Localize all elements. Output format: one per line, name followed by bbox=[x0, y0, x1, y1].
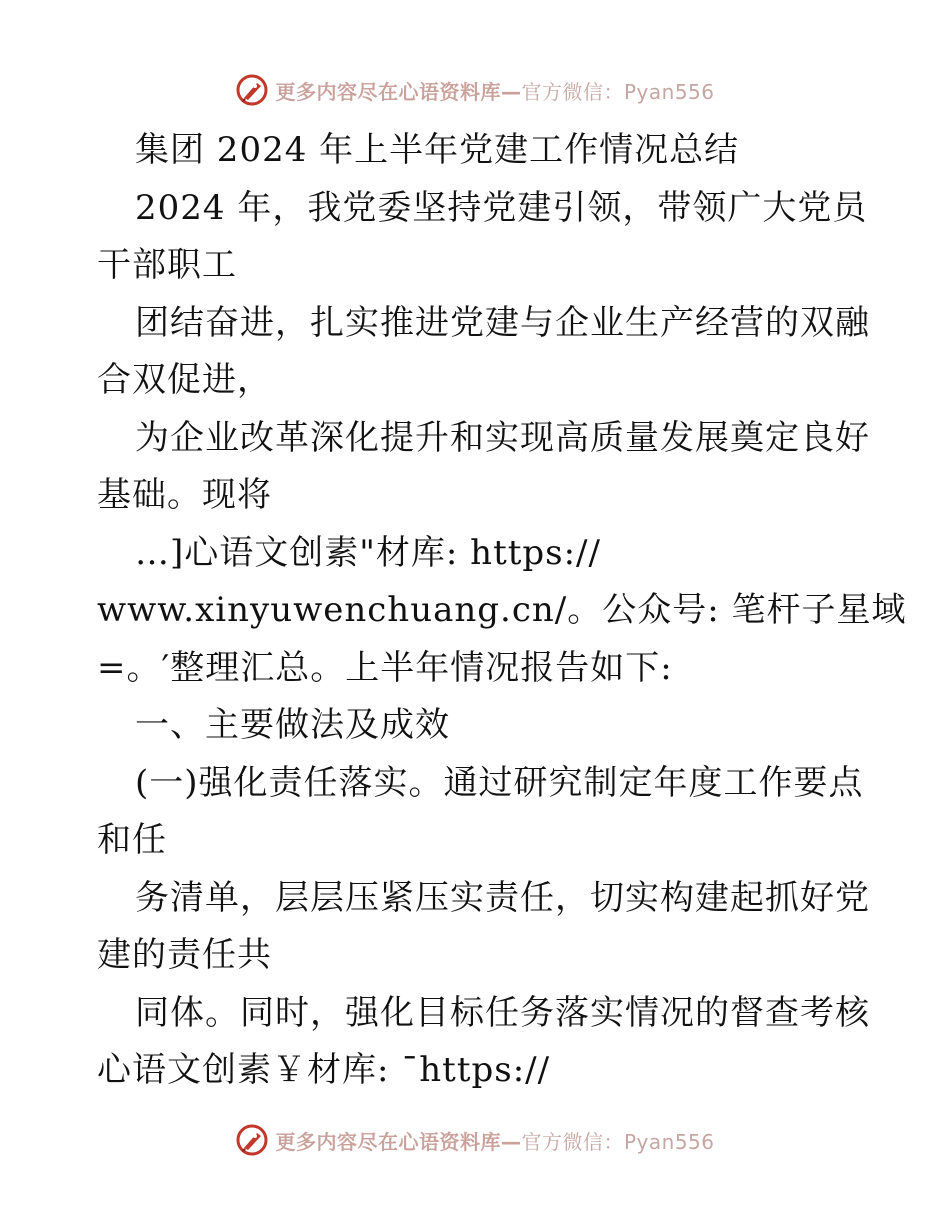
paragraph-line: 建的责任共 bbox=[97, 935, 272, 975]
footer-watermark-banner bbox=[0, 1120, 950, 1160]
pen-logo-icon bbox=[235, 1123, 269, 1157]
paragraph-line: 为企业改革深化提升和实现高质量发展奠定良好 bbox=[135, 417, 870, 458]
paragraph-line: 干部职工 bbox=[97, 245, 237, 285]
paragraph-line: =。′整理汇总。上半年情况报告如下: bbox=[97, 647, 673, 688]
paragraph-line: www.xinyuwenchuang.cn/。公众号: 笔杆子星域 bbox=[97, 590, 907, 630]
paragraph-line: 和任 bbox=[97, 820, 167, 860]
paragraph-line: 基础。现将 bbox=[97, 475, 272, 515]
paragraph-line: 合双促进， bbox=[97, 360, 272, 400]
paragraph-line: 同体。同时，强化目标任务落实情况的督查考核 bbox=[135, 992, 870, 1033]
paragraph-line: 2024 年，我党委坚持党建引领，带领广大党员 bbox=[135, 187, 868, 228]
paragraph-line: 团结奋进，扎实推进党建与企业生产经营的双融 bbox=[135, 302, 870, 343]
section-heading: 一、主要做法及成效 bbox=[135, 705, 450, 745]
document-title: 集团 2024 年上半年党建工作情况总结 bbox=[135, 130, 740, 170]
watermark-text: 更多内容尽在心语资料库—官方微信：Pyan556 bbox=[275, 79, 715, 104]
paragraph-line: 务清单，层层压紧压实责任，切实构建起抓好党 bbox=[135, 877, 870, 918]
document-body bbox=[97, 122, 907, 1100]
pen-logo-icon bbox=[235, 73, 269, 107]
watermark-text: 更多内容尽在心语资料库—官方微信：Pyan556 bbox=[275, 1129, 715, 1154]
paragraph-line: (一)强化责任落实。通过研究制定年度工作要点 bbox=[135, 762, 864, 803]
paragraph-line: …]心语文创素"材库: https:// bbox=[135, 532, 601, 573]
paragraph-line: 心语文创素￥材库: ¯https:// bbox=[97, 1050, 551, 1090]
header-watermark-banner bbox=[0, 70, 950, 110]
